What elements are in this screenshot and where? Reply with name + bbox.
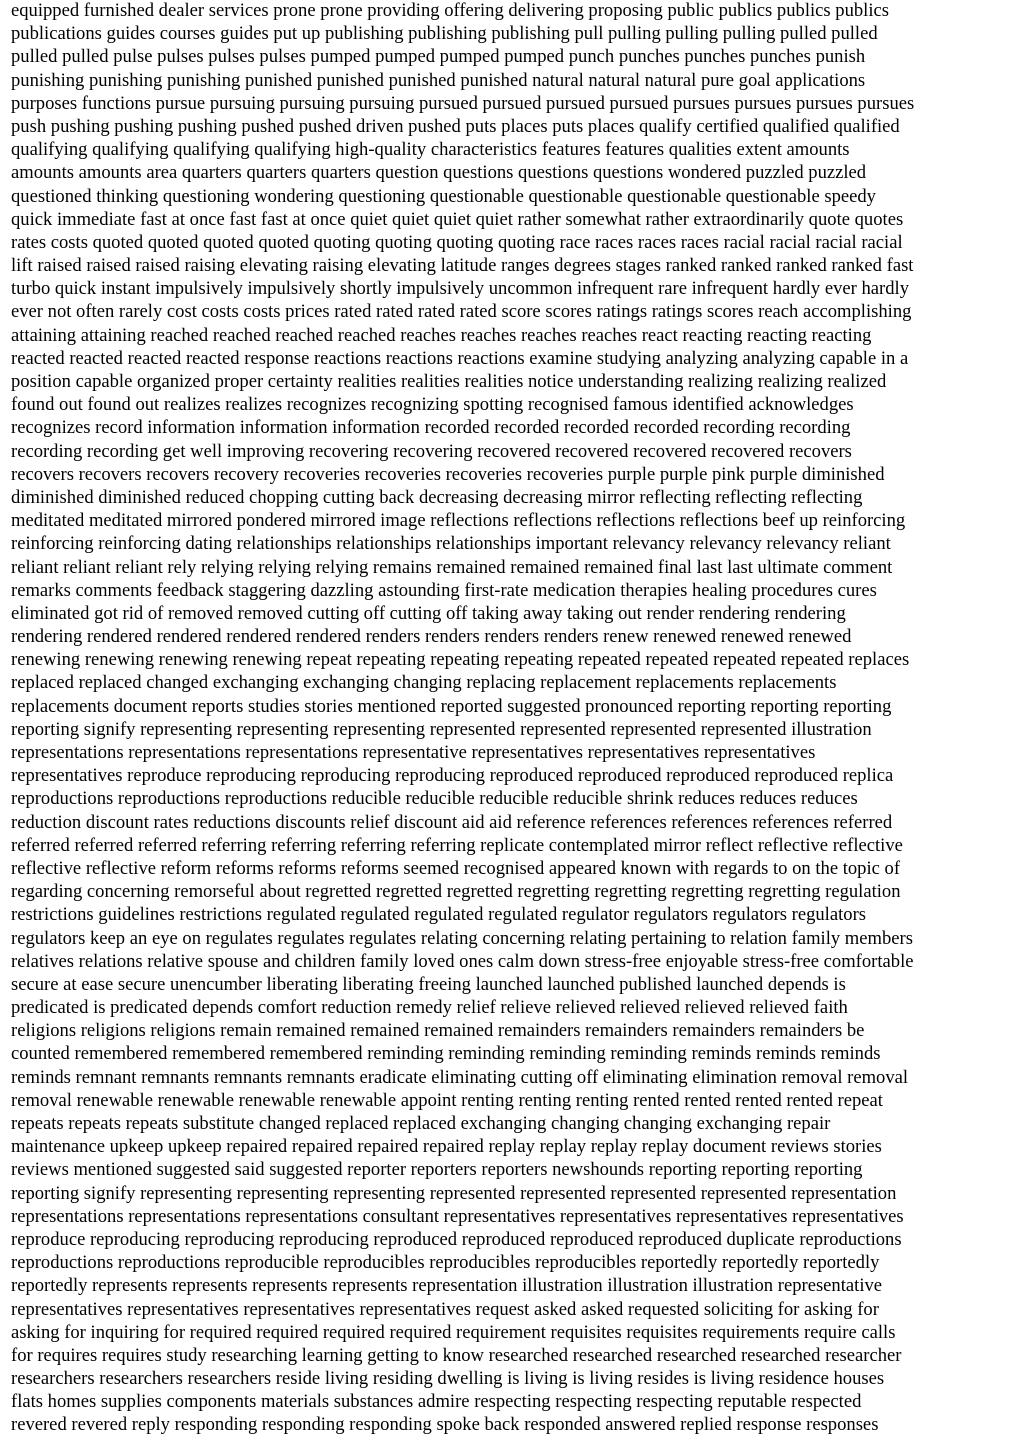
text-line: punishing punishing punishing punished punished punished punished natural natural natural pure goal applications — [11, 69, 866, 91]
text-line: referred referred referred referring referring referring referring replicate contemplated mirror reflect reflective reflective — [11, 834, 903, 856]
text-line: reflective reflective reform reforms reforms reforms seemed recognised appeared known with regards to on the topic of — [11, 857, 901, 879]
text-line: reduction discount rates reductions discounts relief discount aid aid reference references references references referred — [11, 811, 893, 833]
text-line: amounts amounts area quarters quarters quarters question questions questions questions wondered puzzled puzzled — [11, 162, 867, 184]
text-line: regarding concerning remorseful about regretted regretted regretted regretting regretting regretting regretting regulation — [11, 881, 901, 903]
text-line: replacements document reports studies stories mentioned reported suggested pronounced reporting reporting reporting — [11, 695, 892, 717]
text-line: reporting signify representing representing representing represented represented represented represented representation — [11, 1182, 897, 1204]
text-line: equipped furnished dealer services prone prone providing offering delivering proposing public publics publics publics — [11, 0, 890, 21]
text-line: for requires requires study researching learning getting to know researched researched researched researched researcher — [11, 1344, 902, 1366]
text-line: researchers researchers researchers reside living residing dwelling is living is living resides is living residence houses — [11, 1368, 885, 1390]
text-line: reviews mentioned suggested said suggested reporter reporters reporters newshounds reporting reporting reporting — [11, 1159, 863, 1181]
text-line: secure at ease secure unencumber liberating liberating freeing launched launched published launched depends is — [11, 973, 846, 995]
text-line: diminished diminished reduced chopping cutting back decreasing decreasing mirror reflecting reflecting reflecting — [11, 486, 863, 508]
text-line: recording recording get well improving recovering recovering recovered recovered recovered recovered recovers — [11, 440, 852, 462]
text-line: found out found out realizes realizes recognizes recognizing spotting recognised famous identified acknowledges — [11, 394, 854, 416]
text-line: predicated is predicated depends comfort reduction remedy relief relieve relieved relieved relieved relieved faith — [11, 997, 848, 1019]
text-line: removal renewable renewable renewable renewable appoint renting renting renting rented rented rented rented repeat — [11, 1089, 883, 1111]
text-line: push pushing pushing pushing pushed pushed driven pushed puts places puts places qualify certified qualified qualified — [11, 115, 900, 137]
text-line: rendering rendered rendered rendered rendered renders renders renders renders renew renewed renewed renewed — [11, 626, 852, 648]
text-line: remarks comments feedback staggering dazzling astounding first-rate medication therapies healing procedures cures — [11, 579, 877, 601]
text-line: recovers recovers recovers recovery recoveries recoveries recoveries recoveries purple purple pink purple diminished — [11, 463, 885, 485]
text-line: attaining attaining reached reached reached reached reaches reaches reaches reaches react reacting reacting reacting — [11, 324, 872, 346]
text-line: reminds remnant remnants remnants remnants eradicate eliminating cutting off eliminating elimination removal removal — [11, 1066, 909, 1088]
text-line: meditated meditated mirrored pondered mirrored image reflections reflections reflections reflections beef up reinforcing — [11, 510, 906, 532]
text-line: publications guides courses guides put up publishing publishing publishing pull pulling pulling pulling pulled pulled — [11, 23, 878, 45]
text-line: representatives representatives representatives representatives request asked asked requested soliciting for asking for — [11, 1298, 879, 1320]
text-line: purposes functions pursue pursuing pursuing pursuing pursued pursued pursued pursued pursues pursues pursues pursues — [11, 92, 915, 114]
text-line: quick immediate fast at once fast fast at once quiet quiet quiet quiet rather somewhat rather extraordinarily quote quotes — [11, 208, 904, 230]
text-line: reliant reliant reliant rely relying relying relying remains remained remained remained final last last ultimate comment — [11, 556, 893, 578]
text-line: lift raised raised raised raising elevating raising elevating latitude ranges degrees stages ranked ranked ranked ranked fast — [11, 255, 914, 277]
text-line: religions religions religions remain remained remained remained remainders remainders remainders remainders be — [11, 1020, 865, 1042]
text-line: replaced replaced changed exchanging exchanging changing replacing replacement replacements replacements — [11, 672, 837, 694]
text-line: eliminated got rid of removed removed cutting off cutting off taking away taking out render rendering rendering — [11, 602, 846, 624]
text-line: qualifying qualifying qualifying qualifying high-quality characteristics features features qualities extent amounts — [11, 139, 850, 161]
text-line: recognizes record information information information recorded recorded recorded recorded recording recording — [11, 417, 851, 439]
text-line: pulled pulled pulse pulses pulses pulses pumped pumped pumped pumped punch punches punches punches punish — [11, 46, 866, 68]
text-line: renewing renewing renewing renewing repeat repeating repeating repeating repeated repeated repeated repeated replaces — [11, 649, 910, 671]
text-line: repeats repeats repeats substitute changed replaced replaced exchanging changing changing exchanging repair — [11, 1113, 831, 1134]
text-line: counted remembered remembered remembered reminding reminding reminding reminding reminds reminds reminds — [11, 1043, 881, 1065]
text-line: flats homes supplies components materials substances admire respecting respecting respecting reputable respected — [11, 1391, 862, 1413]
text-line: rates costs quoted quoted quoted quoted quoting quoting quoting quoting race races races races racial racial racial racial — [11, 231, 903, 253]
text-line: reproduce reproducing reproducing reproducing reproduced reproduced reproduced reproduced duplicate reproductions — [11, 1228, 902, 1250]
text-line: reporting signify representing representing representing represented represented represented represented illustration — [11, 718, 872, 740]
text-line: relatives relations relative spouse and children family loved ones calm down stress-free enjoyable stress-free comfortable — [11, 950, 914, 972]
text-line: reportedly represents represents represents represents representation illustration illustration illustration representative — [11, 1275, 883, 1297]
text-line: revered revered reply responding responding responding spoke back responded answered replied response responses — [11, 1414, 879, 1436]
body-text — [11, 0, 1019, 1437]
text-line: asking for inquiring for required required required required requirement requisites requisites requirements require calls — [11, 1321, 896, 1343]
text-line: ever not often rarely cost costs costs prices rated rated rated rated score scores ratings ratings scores reach accomplishing — [11, 301, 912, 323]
text-line: reinforcing reinforcing dating relationships relationships relationships important relevancy relevancy relevancy reliant — [11, 533, 891, 555]
text-line: reacted reacted reacted reacted response reactions reactions reactions examine studying analyzing analyzing capable in a — [11, 347, 909, 369]
text-line: questioned thinking questioning wondering questioning questionable questionable questionable questionable speedy — [11, 185, 876, 207]
text-line: representations representations representations representative representatives representatives representatives — [11, 742, 816, 763]
text-line: restrictions guidelines restrictions regulated regulated regulated regulated regulator regulators regulators regulators — [11, 904, 866, 926]
text-line: turbo quick instant impulsively impulsively shortly impulsively uncommon infrequent rare infrequent hardly ever hardly — [11, 278, 909, 300]
text-line: regulators keep an eye on regulates regulates regulates relating concerning relating pertaining to relation family members — [11, 927, 913, 949]
text-line: position capable organized proper certainty realities realities realities notice understanding realizing realizing realized — [11, 371, 887, 392]
text-line: reproductions reproductions reproducible reproducibles reproducibles reproducibles reportedly reportedly reportedly — [11, 1252, 880, 1274]
text-line: reproductions reproductions reproductions reducible reducible reducible reducible shrink reduces reduces reduces — [11, 788, 858, 810]
text-line: representatives reproduce reproducing reproducing reproducing reproduced reproduced reproduced reproduced replica — [11, 765, 894, 787]
text-line: maintenance upkeep upkeep repaired repaired repaired repaired replay replay replay replay document reviews stories — [11, 1136, 882, 1158]
text-line: representations representations representations consultant representatives representatives representatives representatives — [11, 1205, 904, 1227]
